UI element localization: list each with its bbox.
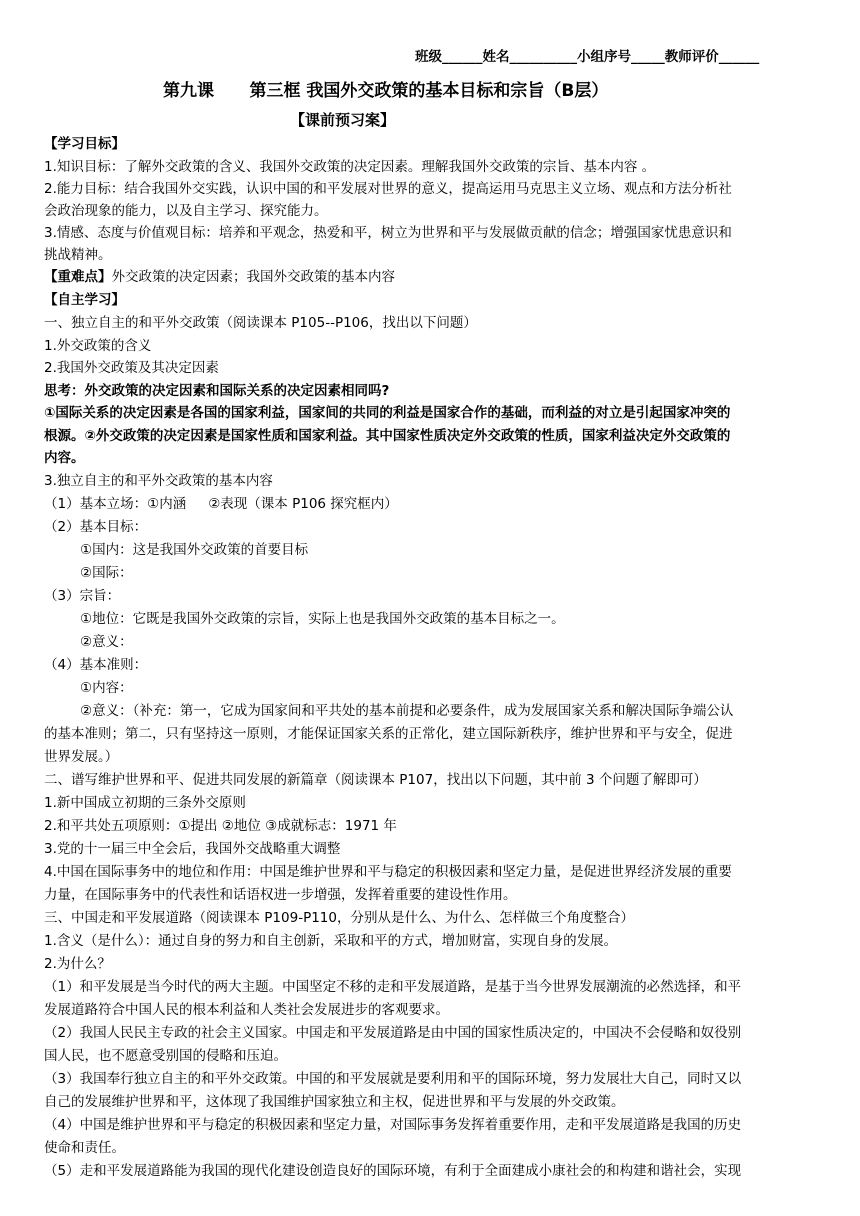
- section-one-heading: 一、独立自主的和平外交政策（阅读课本 P105--P106，找出以下问题）: [44, 315, 477, 331]
- principle-significance-end: 世界发展。）: [44, 749, 119, 765]
- basic-stance-a: （1）基本立场：①内涵: [44, 496, 187, 512]
- basic-stance-b: ②表现（课本 P106 探究框内）: [208, 496, 398, 512]
- item-basic-content: 3.独立自主的和平外交政策的基本内容: [44, 473, 273, 489]
- reason-5: （5）走和平发展道路能为我国的现代化建设创造良好的国际环境，有利于全面建成小康社会的和构建和谐社会，实现: [44, 1163, 742, 1179]
- item-policy-factors: 2.我国外交政策及其决定因素: [44, 360, 219, 376]
- basic-stance: [44, 493, 824, 515]
- heading-self-study: 【自主学习】: [44, 292, 125, 308]
- goal-knowledge: 1.知识目标：了解外交政策的含义、我国外交政策的决定因素。理解我国外交政策的宗旨、基本内容 。: [44, 159, 656, 175]
- reason-2-cont: 国人民，也不愿意受别国的侵略和压迫。: [44, 1048, 287, 1064]
- section-three-heading: 三、中国走和平发展道路（阅读课本 P109-P110，分别从是什么、为什么、怎样做三个角度整合）: [44, 910, 634, 926]
- peaceful-dev-meaning: 1.含义（是什么）：通过自身的努力和自主创新，采取和平的方式，增加财富，实现自身的发展。: [44, 933, 618, 949]
- item-china-role: 4.中国在国际事务中的地位和作用：中国是维护世界和平与稳定的积极因素和坚定力量，是促进世界经济发展的重要: [44, 864, 732, 880]
- think-answer-1: ①国际关系的决定因素是各国的国家利益，国家间的共同的利益是国家合作的基础，而利益的对立是引起国家冲突的: [44, 405, 731, 421]
- section-subtitle: 【课前预习案】: [290, 111, 396, 129]
- item-three-principles: 1.新中国成立初期的三条外交原则: [44, 795, 246, 811]
- principle-content: ①内容：: [80, 680, 133, 696]
- think-question: 思考：外交政策的决定因素和国际关系的决定因素相同吗?: [44, 383, 390, 399]
- principle-significance: ②意义：（补充：第一，它成为国家间和平共处的基本前提和必要条件，成为发展国家关系和解决国际争端公认: [80, 703, 734, 719]
- basic-principle: （4）基本准则：: [44, 657, 148, 673]
- purpose-status: ①地位：它既是我国外交政策的宗旨，实际上也是我国外交政策的基本目标之一。: [80, 611, 565, 627]
- key-points-text: 外交政策的决定因素；我国外交政策的基本内容: [111, 269, 395, 285]
- key-points-label: 【重难点】: [44, 269, 112, 285]
- reason-4-cont: 使命和责任。: [44, 1140, 125, 1156]
- goal-ability-cont: 会政治现象的能力，以及自主学习、探究能力。: [44, 203, 328, 219]
- goal-emotion: 3.情感、态度与价值观目标：培养和平观念，热爱和平，树立为世界和平与发展做贡献的信念；增强国家忧患意识和: [44, 225, 732, 241]
- student-info-header: 班级______姓名__________小组序号_____教师评价______: [415, 49, 760, 65]
- lesson-title: 第九课 第三框 我国外交政策的基本目标和宗旨（B层）: [163, 81, 609, 101]
- goal-ability: 2.能力目标：结合我国外交实践，认识中国的和平发展对世界的意义，提高运用马克思主义立场、观点和方法分析社: [44, 181, 732, 197]
- basic-goal-domestic: ①国内：这是我国外交政策的首要目标: [80, 542, 309, 558]
- think-answer-3: 内容。: [44, 450, 85, 466]
- purpose: （3）宗旨：: [44, 588, 121, 604]
- peaceful-dev-why: 2.为什么？: [44, 956, 111, 972]
- basic-goal: （2）基本目标：: [44, 519, 148, 535]
- item-foreign-policy-meaning: 1.外交政策的含义: [44, 338, 152, 354]
- reason-3: （3）我国奉行独立自主的和平外交政策。中国的和平发展就是要利用和平的国际环境，努力发展壮大自己，同时又以: [44, 1071, 742, 1087]
- reason-2: （2）我国人民民主专政的社会主义国家。中国走和平发展道路是由中国的国家性质决定的，中国决不会侵略和奴役别: [44, 1025, 742, 1041]
- heading-learning-goals: 【学习目标】: [44, 136, 125, 152]
- section-two-heading: 二、谱写维护世界和平、促进共同发展的新篇章（阅读课本 P107，找出以下问题，其中前 3 个问题了解即可）: [44, 772, 707, 788]
- basic-goal-international: ②国际：: [80, 565, 133, 581]
- reason-4: （4）中国是维护世界和平与稳定的积极因素和坚定力量，对国际事务发挥着重要作用，走和平发展道路是我国的历史: [44, 1117, 742, 1133]
- reason-1-cont: 发展道路符合中国人民的根本利益和人类社会发展进步的客观要求。: [44, 1002, 449, 1018]
- item-china-role-cont: 力量，在国际事务中的代表性和话语权进一步增强，发挥着重要的建设性作用。: [44, 887, 517, 903]
- goal-emotion-cont: 挑战精神。: [44, 247, 112, 263]
- purpose-significance: ②意义：: [80, 634, 133, 650]
- reason-1: （1）和平发展是当今时代的两大主题。中国坚定不移的走和平发展道路，是基于当今世界发展潮流的必然选择，和平: [44, 979, 742, 995]
- key-points: [44, 266, 824, 288]
- think-answer-2: 根源。②外交政策的决定因素是国家性质和国家利益。其中国家性质决定外交政策的性质，国家利益决定外交政策的: [44, 428, 731, 444]
- item-five-principles: 2.和平共处五项原则：①提出 ②地位 ③成就标志：1971 年: [44, 818, 397, 834]
- item-strategy-adjustment: 3.党的十一届三中全会后，我国外交战略重大调整: [44, 841, 341, 857]
- reason-3-cont: 自己的发展维护世界和平，这体现了我国维护国家独立和主权，促进世界和平与发展的外交政策。: [44, 1094, 625, 1110]
- principle-significance-cont: 的基本准则；第二，只有坚持这一原则，才能保证国家关系的正常化，建立国际新秩序，维护世界和平与安全，促进: [44, 726, 733, 742]
